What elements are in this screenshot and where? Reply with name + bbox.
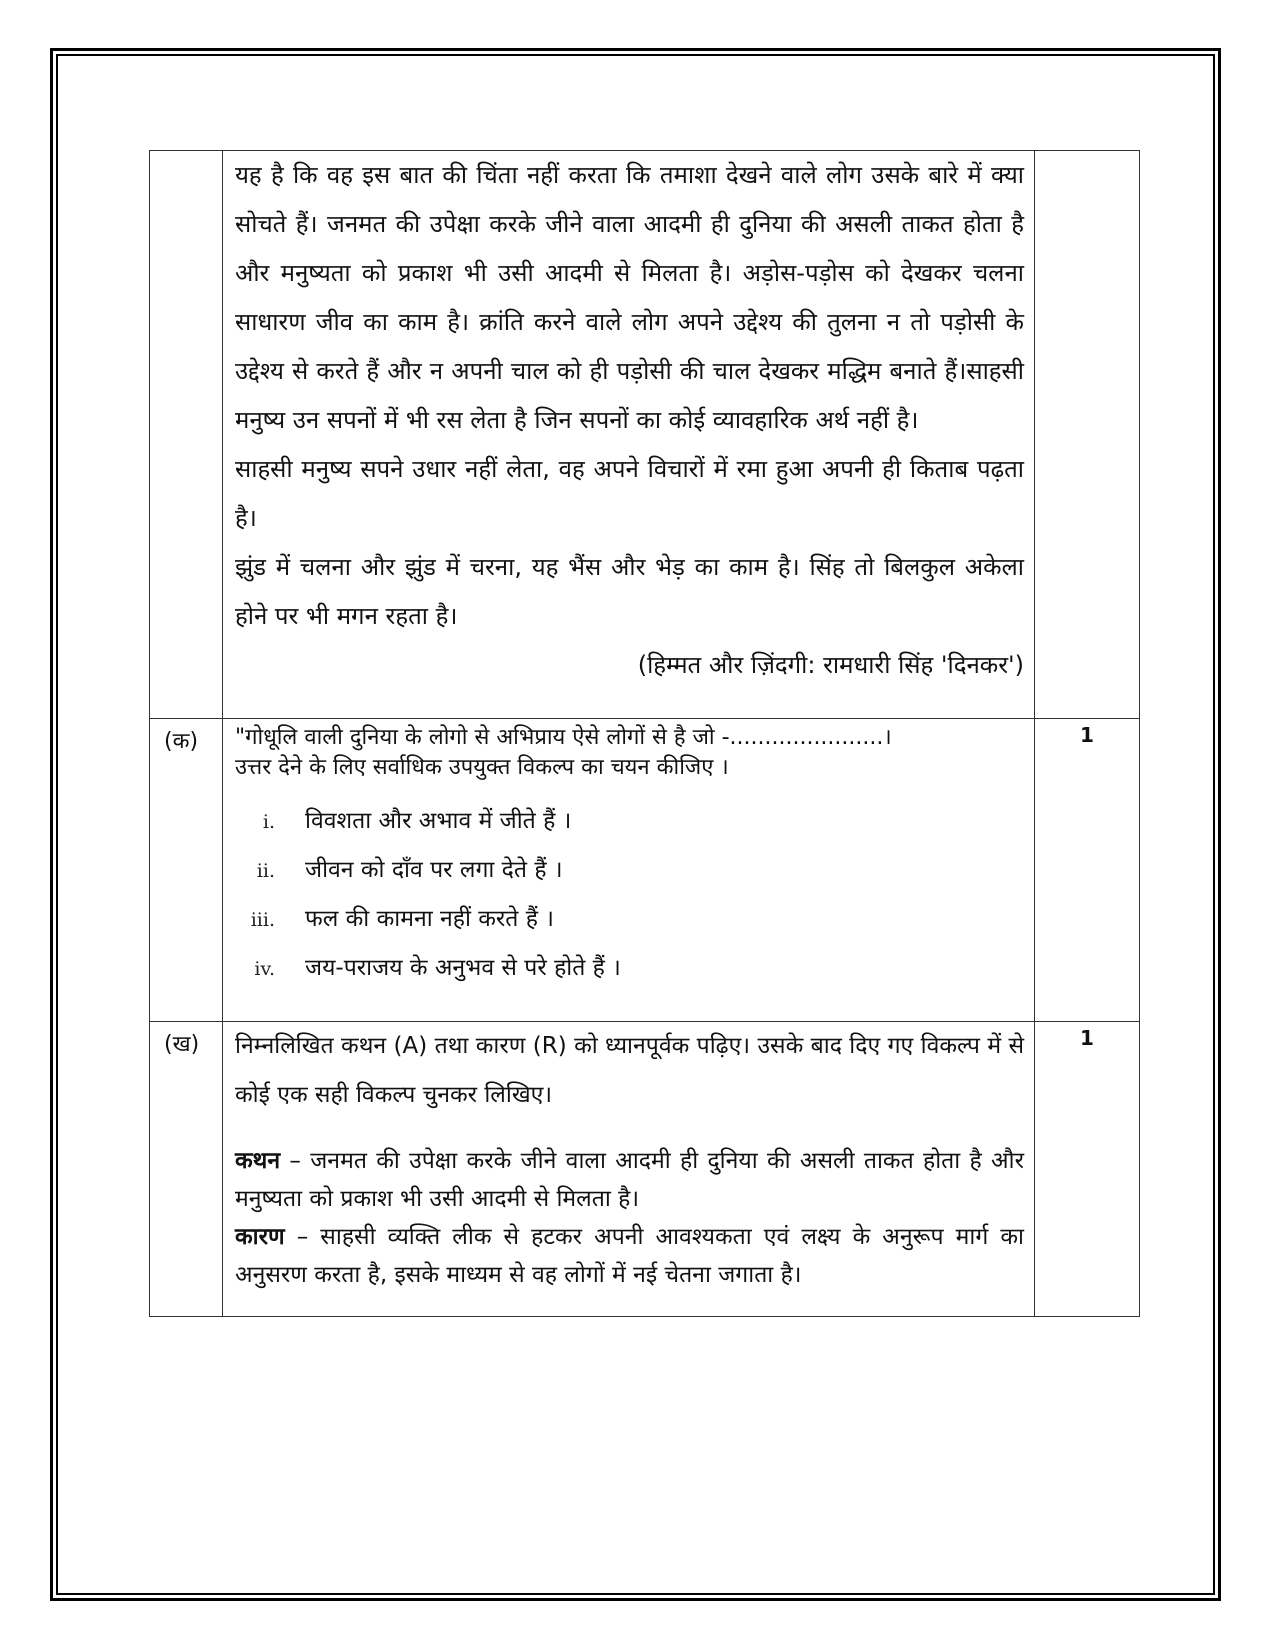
reason-statement: [235, 1218, 1024, 1294]
question-body-cell: [223, 1022, 1035, 1317]
question-label-cell: [150, 719, 223, 1022]
option-number: iii.: [250, 909, 275, 931]
passage-cell: [223, 151, 1035, 719]
question-row-kha: [150, 1022, 1140, 1317]
option-number: iv.: [254, 958, 275, 980]
option-text: फल की कामना नहीं करते हैं ।: [305, 906, 554, 932]
question-stem-line-2: उत्तर देने के लिए सर्वाधिक उपयुक्त विकल्प का चयन कीजिए ।: [235, 755, 729, 780]
option-item: [223, 950, 1034, 999]
assertion-label: कथन: [235, 1148, 281, 1174]
option-item: [223, 901, 1034, 950]
passage-paragraph-2: साहसी मनुष्य सपने उधार नहीं लेता, वह अपने विचारों में रमा हुआ अपनी ही किताब पढ़ता है।: [235, 455, 1024, 532]
passage-label-cell: [150, 151, 223, 719]
option-list: [223, 803, 1034, 999]
question-marks: 1: [1080, 723, 1094, 747]
passage-paragraph-1: यह है कि वह इस बात की चिंता नहीं करता कि तमाशा देखने वाले लोग उसके बारे में क्या सोचते हैं। जनमत की उपेक्षा करके जीने वाला आदमी ही दुनिया की असली ताकत होता है और मनुष्यता को प्रकाश भी उसी आदमी से मिलता है। अड़ोस-पड़ोस को देखकर चलना साधारण जीव का काम है। क्रांति करने वाले लोग अपने उद्देश्य की तुलना न तो पड़ोसी के उद्देश्य से करते हैं और न अपनी चाल को ही पड़ोसी की चाल देखकर मद्धिम बनाते हैं।साहसी मनुष्य उन सपनों में भी रस लेता है जिन सपनों का कोई व्यावहारिक अर्थ नहीं है।: [235, 161, 1024, 434]
reason-text: – साहसी व्यक्ति लीक से हटकर अपनी आवश्यकता एवं लक्ष्य के अनुरूप मार्ग का अनुसरण करता है, इसके माध्यम से वह लोगों में नई चेतना जगाता है।: [235, 1224, 1024, 1288]
question-marks: 1: [1080, 1026, 1094, 1050]
question-label: (ख): [164, 1032, 200, 1057]
passage-citation: (हिम्मत और ज़िंदगी: रामधारी सिंह 'दिनकर'): [637, 651, 1024, 679]
option-number: i.: [262, 811, 275, 833]
assertion-statement: [235, 1142, 1024, 1218]
passage-row: [150, 151, 1140, 719]
question-label-cell: [150, 1022, 223, 1317]
question-stem-line-1: "गोधूलि वाली दुनिया के लोगो से अभिप्राय ऐसे लोगों से है जो -......................।: [235, 725, 892, 750]
question-marks-cell: [1035, 1022, 1140, 1317]
question-marks-cell: [1035, 719, 1140, 1022]
question-stem: [223, 719, 1034, 783]
question-table: [149, 150, 1140, 1317]
option-item: [223, 852, 1034, 901]
option-text: जीवन को दाँव पर लगा देते हैं ।: [305, 857, 563, 883]
assertion-reason-block: [223, 1022, 1034, 1316]
option-text: जय-पराजय के अनुभव से परे होते हैं ।: [305, 955, 621, 981]
option-number: ii.: [256, 860, 275, 882]
option-item: [223, 803, 1034, 852]
assertion-text: – जनमत की उपेक्षा करके जीने वाला आदमी ही दुनिया की असली ताकत होता है और मनुष्यता को प्रकाश भी उसी आदमी से मिलता है।: [235, 1148, 1024, 1212]
option-text: विवशता और अभाव में जीते हैं ।: [305, 808, 572, 834]
passage-marks-cell: [1035, 151, 1140, 719]
question-label: (क): [164, 729, 199, 754]
question-instruction: निम्नलिखित कथन (A) तथा कारण (R) को ध्यानपूर्वक पढ़िए। उसके बाद दिए गए विकल्प में से कोई एक सही विकल्प चुनकर लिखिए।: [235, 1033, 1024, 1108]
reason-label: कारण: [235, 1224, 285, 1250]
question-row-ka: [150, 719, 1140, 1022]
question-body-cell: [223, 719, 1035, 1022]
passage-paragraph-3: झुंड में चलना और झुंड में चरना, यह भैंस और भेड़ का काम है। सिंह तो बिलकुल अकेला होने पर भी मगन रहता है।: [235, 553, 1024, 630]
